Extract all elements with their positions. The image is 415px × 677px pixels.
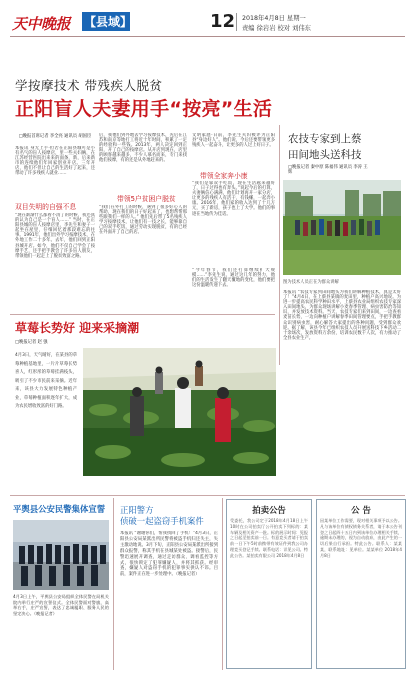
notice2-body: 因某单位工作需要，现对相关事项予以公告。凡与该单位有债权债务关系者，请于本公告刊登之日起四十五日内到该单位办理相关手续，逾期未办理的，视为自动放弃，由此产生的一切后果自行承担。特此公告。联系人：某某某，联系地址：见单位。某某单位 2018年4月8日	[320, 518, 402, 558]
main-byline: □晚报首席记者 李全亮 通讯员 胡国臣	[18, 134, 92, 139]
field-crowd-illustration	[283, 180, 401, 275]
masthead	[0, 0, 415, 42]
main-col1-p2: “现在渐渐什么都看不清了的时候，我还真的认为自己是一个盲人……” 当时，在正阳县城的盲人按摩店里，李先生和妻子一起坐在屋里，仔细回忆着那段难忘的往事。1991年，他们出外学习按摩技术，在外地工作二十多年。去年，他们回到正阳县城开店。如今，他们不仅自己学会了按摩手艺，还手把手教会了许多盲人朋友，带领他们一起走上了脱贫致富之路。	[15, 213, 95, 259]
section-title: 【县域】	[84, 15, 133, 29]
notice1-body: 受委托，我公司定于2018年4月18日上午10时在公司拍卖厅公开拍卖下列标的：某车辆及相关资产一批。标的展示时间：见报之日起至拍卖前一日。有意竞买者请于拍卖前一日下午5时前携带有效证件到我公司办理竞买登记手续。联系电话：详见公司。特此公告。某拍卖有限公司 2018年4月8日	[230, 518, 308, 558]
bottom-rule-1	[113, 498, 114, 670]
main-col3-p2: “我们是靠双手吃饭，现在生活越来越好了，日子过得也有奔头。”说起今后的打算，夫妻俩信心满满，他们计划再开一家分店，让更多的残疾人有活干、有钱赚，一起奔小康。2016年，他们家的收入达到了十几万元，买了新房，孩子也上了大学。他们的事迹在当地传为佳话。	[192, 181, 275, 217]
main-col2-p2: “我们在外打工的时候，遇到了很多好心人的帮助，现在我们的日子好起来了，也想帮帮那些跟我们一样的人。” 他们先后带了5名残疾人学习按摩技术，让他们有一技之长，能够靠自己的双手吃饭，通过劳动实现脱贫，有的已经在外面开了自己的店。	[99, 205, 187, 236]
main-col3-subhead: 带领全家奔小康	[200, 172, 248, 180]
logo: 天中晚报	[12, 15, 71, 33]
strawberry-byline: □晚报记者 赵 强	[15, 340, 48, 345]
notice2-title: 公 告	[351, 505, 371, 515]
editors: 责编 徐岩岩 校对 刘伟东	[242, 25, 311, 32]
page-number: 12	[210, 11, 236, 32]
section-rule-1	[10, 314, 275, 315]
main-col2-subhead: 带领5户贫困户脱贫	[117, 195, 176, 203]
police-body: 4月3日上午，平舆县公安局组织全体民警在局机关院内举行庄严的宣誓仪式。全体民警面对警旗，高举右手，庄严宣誓，表达了忠诚履职、服务人民的坚定决心。（晚报记者）	[13, 594, 109, 616]
masthead-divider	[236, 13, 237, 31]
field-crowd-photo	[283, 180, 401, 275]
main-col2-p1: 后，我他们到外地去学习按摩技术，先后在江苏和南京等地打工将近十年时间，积累了一定的经验和一些钱。2013年，两人决定回到正阳，开了自己的按摩店。从开店到现在，店里的顾客越来越多，不少人慕名而来，专门来找他们按摩，有的还是从外地赶来的。	[99, 133, 187, 164]
main-headline: 正阳盲人夫妻用手“按亮”生活	[15, 98, 273, 120]
strawberry-title: 草莓长势好 迎来采摘潮	[15, 321, 140, 335]
main-col3-p1: 文明家庭·日前，李先生夫妇被评为正阳县“身边好人”。他们说，今后还要带领更多残疾人一起奋斗，让更多的人过上好日子。	[192, 133, 275, 149]
zhengyang-title-2: 侦破一起盗窃手机案件	[120, 516, 204, 526]
right-feature-title-2: 田间地头送科技	[288, 149, 362, 161]
section-label: 县域	[96, 15, 121, 29]
zhengyang-body: 本报讯 “谢谢你们，帮我找回了手机！”4月3日，正阳县公安局某派出所民警将被盗手机归还失主，失主激动地说。3月下旬，正阳县公安局某派出所接到群众报警，称其手机在县城某处被盗。接警后，民警迅速展开调查，通过走访群众、调看监控等方式，很快锁定了犯罪嫌疑人，并将其抓获。经审查，嫌疑人对盗窃手机的犯罪事实供认不讳。目前，案件正在进一步处理中。（晚报记者）	[120, 531, 218, 578]
field-photo-caption: 图为技术人员正在为群众讲解	[283, 280, 339, 285]
zhengyang-title-1: 正阳警方	[120, 505, 154, 515]
police-oath-illustration	[13, 520, 109, 590]
right-feature-body: 本报讯 “农技专家到田间地头为我们讲解种植技术，真是太好了！”4月4日，在上蔡县某镇的麦田里，种植户高兴地说。为进一步提高农民科学种田水平，上蔡县农业局组织农技专家深入田间地头，为群众现场讲解小麦春季管理、病虫害防治等知识，并发放技术资料。当天，农技专家们来到田间，一边查看麦苗长势，一边向种植户讲解春季田间管理要点，手把手教群众识别病虫害，耐心解答大家提出的各种问题，受到群众欢迎。据了解，该县今年已组织农技人员开展送科技下乡活动二十余场次，发放资料万余份，培训农民数千人次，有力推动了全县农业生产。	[283, 290, 401, 341]
masthead-rule	[10, 36, 405, 37]
police-title: 平舆县公安民警集体宣誓	[13, 504, 106, 514]
right-feature-byline: □晚报记者 秦中原 陈福伟 通讯员 李涛 王辉	[288, 165, 368, 176]
main-col1-p1: 本报讯 身无上手·但若在正阳县城可是小有名气的盲人按摩店，里一些夫妇俩，在江苏经营医院出来来的面条，新，后来新市的连续他们年回家创业开店。三年开店，他们不但让自己的生活好了起来，还带动了许多残疾人就业……	[15, 146, 95, 177]
greenhouse-photo	[83, 348, 276, 476]
police-photo	[13, 520, 109, 590]
greenhouse-illustration	[83, 348, 276, 476]
issue-date: 2018年4月8日 星期一	[242, 15, 306, 22]
main-col3-p3: “今年春节，我们还打算继续扩大规模……”李先生说，通过这几年的努力，他们的生活发生了翻天覆地的变化，他们要把这份温暖传递下去。	[192, 268, 275, 289]
strawberry-body: 4月3日，天气晴好，在某县的草莓种植基地里，一片片草莓长势喜人，红彤彤的草莓挂满枝头，吸引了不少市民前来采摘。近年来，该县大力发展特色种植产业，草莓种植面积逐年扩大，成为农民增收致富的好门路。	[15, 353, 77, 409]
main-col1-subhead: 双目失明的自强不息	[15, 203, 77, 211]
bottom-rule-2	[222, 498, 223, 670]
notice1-title: 拍卖公告	[252, 505, 286, 515]
right-column-rule	[279, 125, 280, 365]
main-kicker: 学按摩技术 带残疾人脱贫	[15, 78, 163, 93]
section-rule-2	[10, 495, 405, 496]
right-feature-title-1: 农技专家到上蔡	[288, 133, 362, 145]
